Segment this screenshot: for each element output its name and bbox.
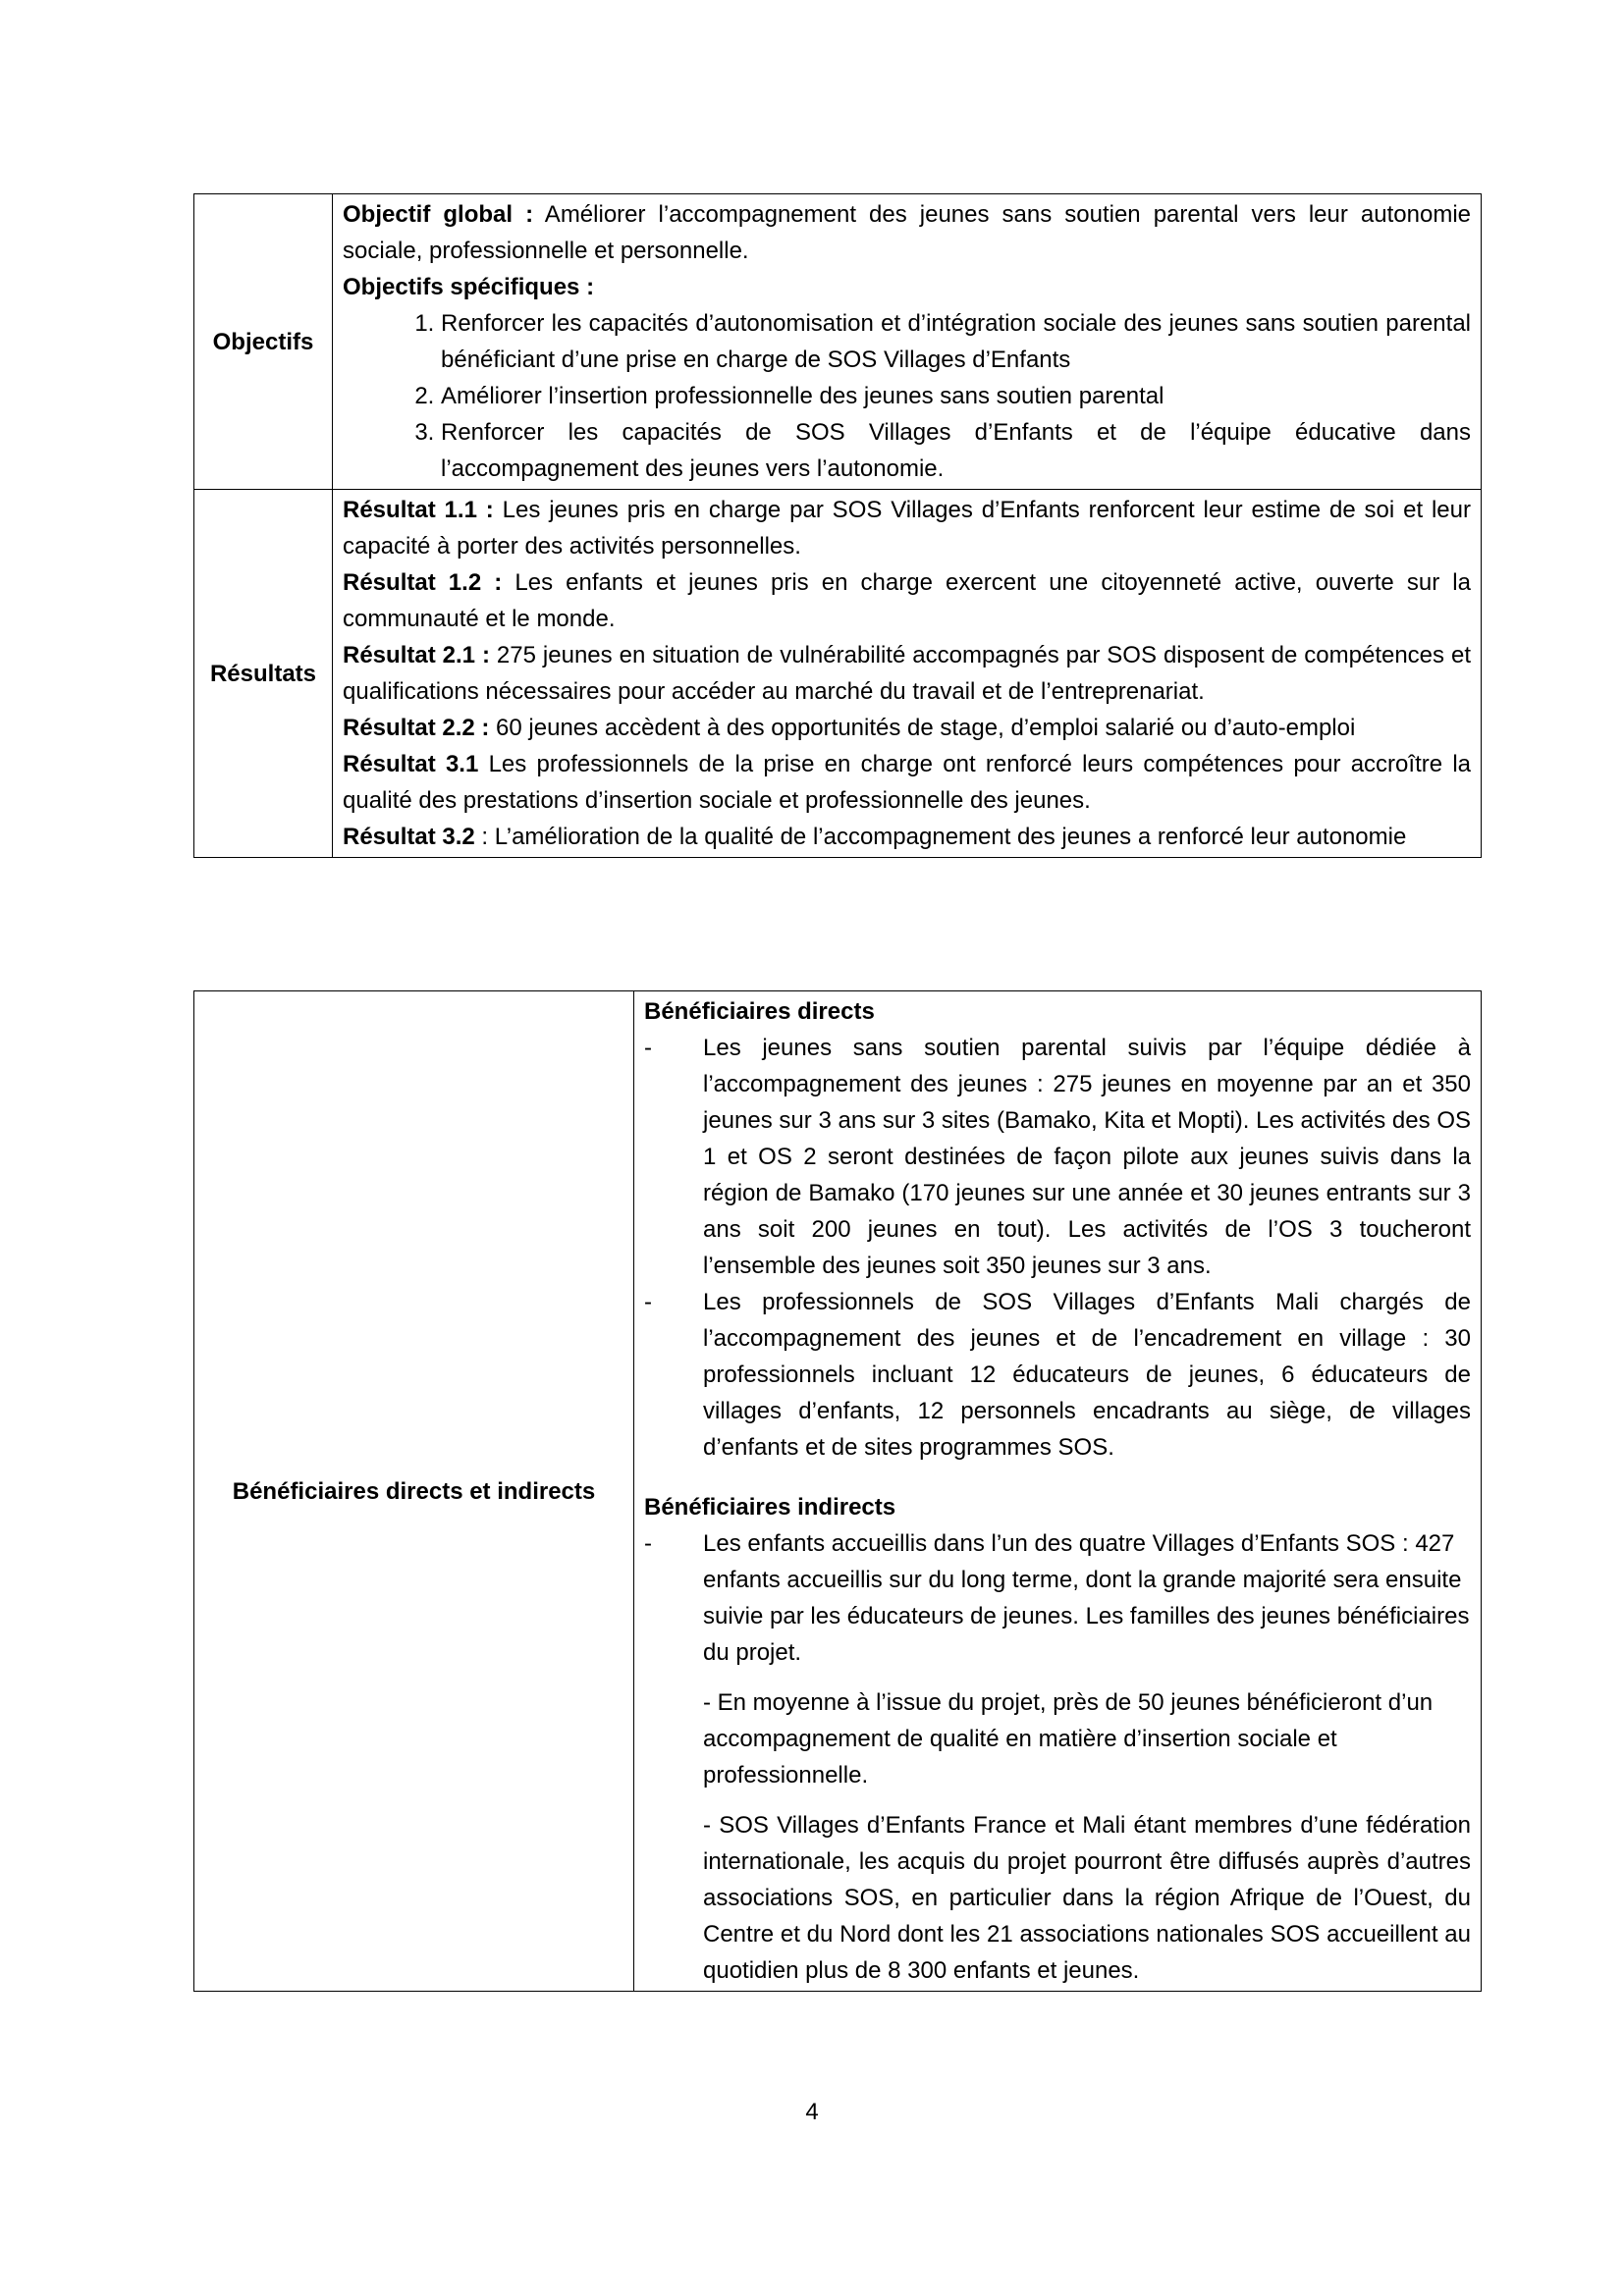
resultat-text: 60 jeunes accèdent à des opportunités de stage, d’emploi salarié ou d’auto-emploi	[489, 715, 1356, 741]
beneficiaires-indirects-list	[644, 1525, 1471, 1671]
resultat-text: : L’amélioration de la qualité de l’accompagnement des jeunes a renforcé leur autonomie	[474, 824, 1407, 850]
objectifs-label: Objectifs	[194, 194, 333, 490]
beneficiaires-indirects-paragraph: - SOS Villages d’Enfants France et Mali étant membres d’une fédération internationale, les acquis du projet pourront être diffusés auprès d’autres associations SOS, en particulier dans la région Afrique de l’Ouest, du Centre et du Nord dont les 21 associations nationales SOS accueillent au quotidien plus de 8 300 enfants et jeunes.	[703, 1812, 1471, 1984]
beneficiaires-table	[193, 990, 1482, 1992]
beneficiaires-directs-heading: Bénéficiaires directs	[644, 998, 875, 1025]
dash-marker: -	[644, 1289, 652, 1315]
resultat-text: Les jeunes pris en charge par SOS Villages d’Enfants renforcent leur estime de soi et leur capacité à porter des activités personnelles.	[343, 497, 1471, 560]
beneficiaires-directs-list	[644, 1030, 1471, 1466]
objectifs-content	[333, 194, 1482, 490]
list-item: 2. Améliorer l’insertion professionnelle des jeunes sans soutien parental	[441, 378, 1471, 414]
resultat-label: Résultat 2.1 :	[343, 642, 490, 668]
resultat-text: 275 jeunes en situation de vulnérabilité accompagnés par SOS disposent de compétences et qualifications nécessaires pour accéder au marché du travail et de l’entreprenariat.	[343, 642, 1472, 705]
list-item	[644, 1284, 1471, 1466]
objectifs-specifiques-label: Objectifs spécifiques :	[343, 274, 595, 300]
beneficiaires-label: Bénéficiaires directs et indirects	[194, 991, 634, 1992]
resultat-text: Les enfants et jeunes pris en charge exercent une citoyenneté active, ouverte sur la communauté et le monde.	[343, 569, 1471, 632]
resultat-item	[343, 637, 1471, 710]
resultat-item	[343, 746, 1471, 819]
objectif-global	[343, 196, 1471, 269]
resultat-label: Résultat 3.1	[343, 751, 479, 777]
objectives-results-table	[193, 193, 1482, 858]
objectif-global-label: Objectif global :	[343, 201, 534, 228]
objectifs-row	[194, 194, 1482, 490]
list-item: 1. Renforcer les capacités d’autonomisation et d’intégration sociale des jeunes sans soutien parental bénéficiant d’une prise en charge de SOS Villages d’Enfants	[441, 305, 1471, 378]
dash-marker: -	[644, 1035, 652, 1061]
resultats-label: Résultats	[194, 490, 333, 858]
list-item	[644, 1525, 1471, 1671]
resultat-item	[343, 710, 1471, 746]
dash-marker: -	[644, 1530, 652, 1557]
resultat-item	[343, 819, 1471, 855]
resultat-item	[343, 492, 1471, 564]
list-item: 3. Renforcer les capacités de SOS Villages d’Enfants et de l’équipe éducative dans l’accompagnement des jeunes vers l’autonomie.	[441, 414, 1471, 487]
objectifs-specifiques-list	[343, 305, 1471, 487]
resultats-content	[333, 490, 1482, 858]
resultat-item	[343, 564, 1471, 637]
list-item-text: Les enfants accueillis dans l’un des quatre Villages d’Enfants SOS : 427 enfants accueillis sur du long terme, dont la grande majorité sera ensuite suivie par les éducateurs de jeunes. Les familles des jeunes bénéficiaires du projet.	[703, 1530, 1470, 1666]
resultats-row	[194, 490, 1482, 858]
page-number: 4	[805, 2099, 819, 2125]
resultat-label: Résultat 3.2	[343, 824, 475, 850]
resultat-label: Résultat 1.1 :	[343, 497, 494, 523]
resultat-label: Résultat 2.2 :	[343, 715, 490, 741]
list-item	[644, 1030, 1471, 1284]
list-item-text: Les jeunes sans soutien parental suivis par l’équipe dédiée à l’accompagnement des jeunes : 275 jeunes en moyenne par an et 350 jeunes sur 3 ans sur 3 sites (Bamako, Kita et Mopti). Les activités des OS 1 et OS 2 seront destinées de façon pilote aux jeunes suivis dans la région de Bamako (170 jeunes sur une année et 30 jeunes entrants sur 3 ans soit 200 jeunes en tout). Les activités de l’OS 3 toucheront l’ensemble des jeunes soit 350 jeunes sur 3 ans.	[703, 1035, 1471, 1279]
objectif-global-text: Améliorer l’accompagnement des jeunes sans soutien parental vers leur autonomie sociale, professionnelle et personnelle.	[343, 201, 1471, 264]
beneficiaires-row	[194, 991, 1482, 1992]
beneficiaires-content	[634, 991, 1482, 1992]
resultat-label: Résultat 1.2 :	[343, 569, 503, 596]
beneficiaires-indirects-paragraph: - En moyenne à l’issue du projet, près de 50 jeunes bénéficieront d’un accompagnement de qualité en matière d’insertion sociale et professionnelle.	[703, 1689, 1434, 1789]
resultat-text: Les professionnels de la prise en charge ont renforcé leurs compétences pour accroître la qualité des prestations d’insertion sociale et professionnelle des jeunes.	[343, 751, 1472, 814]
list-item-text: Les professionnels de SOS Villages d’Enfants Mali chargés de l’accompagnement des jeunes et de l’encadrement en village : 30 professionnels incluant 12 éducateurs de jeunes, 6 éducateurs de villages d’enfants, 12 personnels encadrants au siège, de villages d’enfants et de sites programmes SOS.	[703, 1289, 1471, 1461]
beneficiaires-indirects-heading: Bénéficiaires indirects	[644, 1494, 896, 1521]
